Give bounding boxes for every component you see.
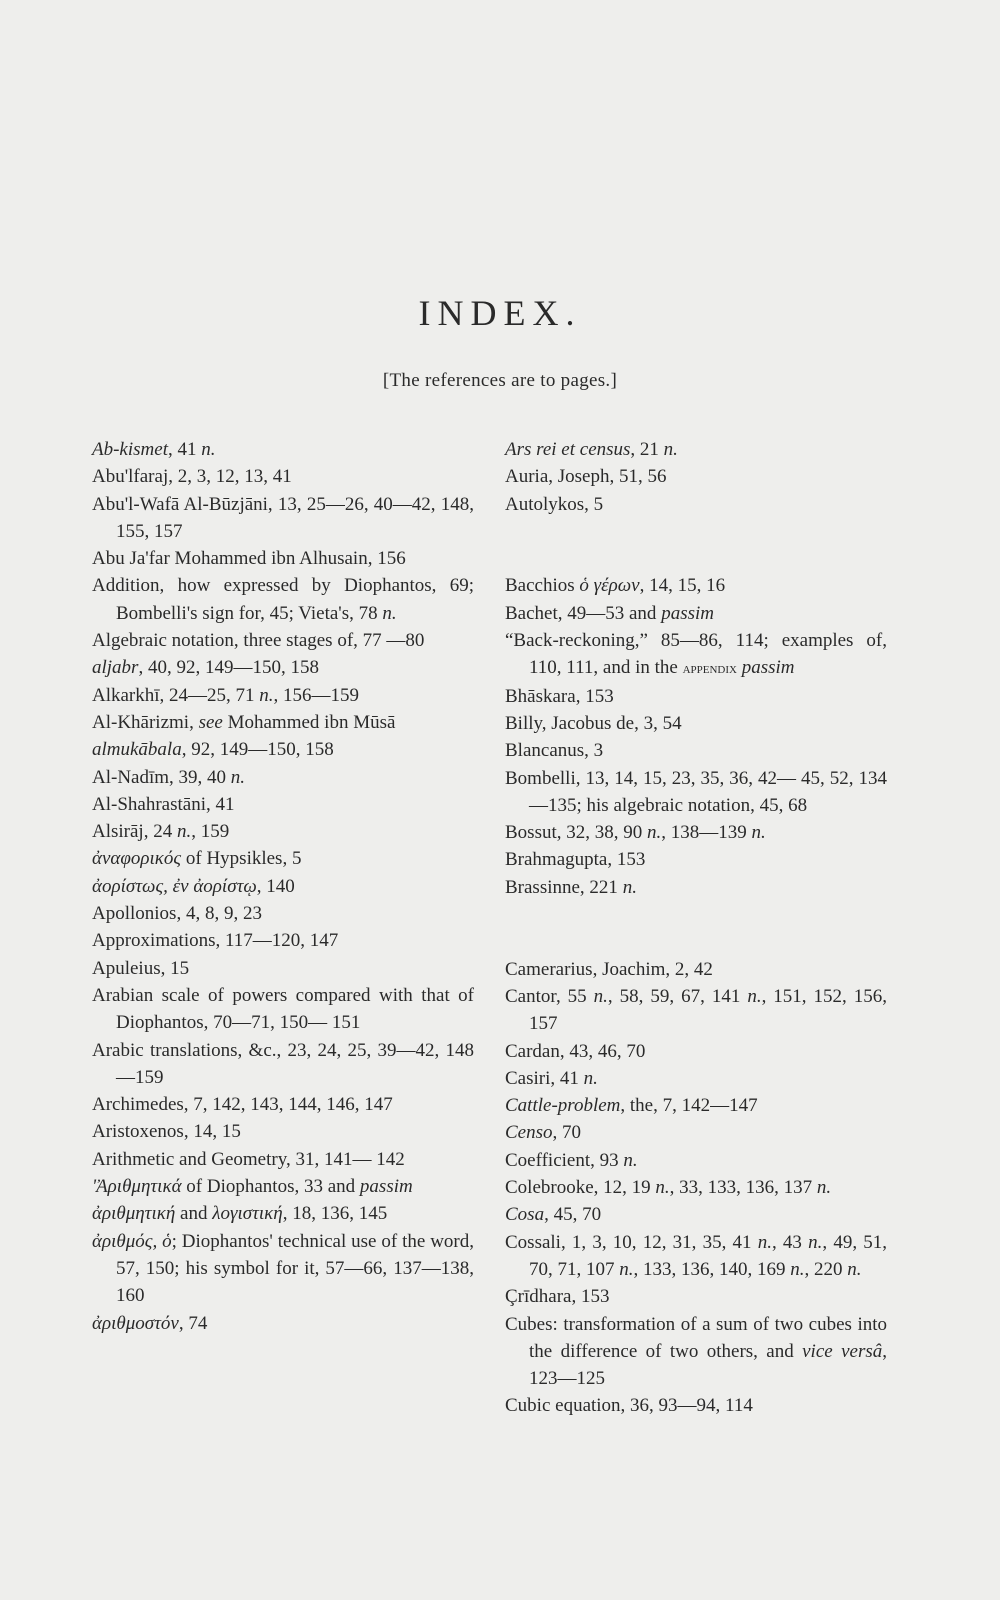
- index-entry-text: Al-Nadīm, 39, 40: [92, 766, 231, 788]
- index-entry-text: , 156—159: [273, 684, 360, 706]
- index-entry-text: ἀριθμητική: [92, 1203, 176, 1225]
- index-entry-text: Cosa: [505, 1204, 545, 1226]
- index-entry: [92, 1228, 474, 1310]
- index-entry-text: n.: [816, 1177, 832, 1199]
- index-entry-text: n.: [201, 439, 216, 460]
- index-entry: [505, 1119, 887, 1146]
- index-entry: [505, 1229, 887, 1284]
- index-entry: [92, 572, 474, 627]
- index-entry-text: almukābala: [92, 739, 182, 761]
- index-entry: [92, 436, 474, 463]
- index-entry: [505, 710, 887, 737]
- index-entry-text: , 133, 136, 140, 169: [633, 1258, 791, 1280]
- index-entry-text: , 18, 136, 145: [282, 1203, 388, 1225]
- index-entry-text: Çrīdhara, 153: [505, 1286, 610, 1308]
- index-entry-text: , 151, 152, 156, 157: [529, 985, 888, 1035]
- index-entry-text: n.: [622, 876, 637, 898]
- index-entry-text: Alkarkhī, 24—25, 71: [92, 684, 260, 706]
- section-gap: [505, 545, 887, 572]
- index-entry-text: Cantor, 55: [505, 985, 594, 1007]
- index-entry: [92, 873, 474, 900]
- index-entry-text: Arabian scale of powers compared with that of Diophantos, 70—71, 150— 151: [92, 984, 474, 1034]
- index-entry-text: Approximations, 117—120, 147: [92, 930, 339, 952]
- index-entry: [505, 1092, 887, 1119]
- index-entry-text: ἀναφορικός: [92, 848, 182, 870]
- index-entry: [505, 874, 887, 901]
- index-entry-text: Bacchios: [505, 575, 580, 597]
- index-entry: [92, 627, 474, 654]
- index-entry-text: Algebraic notation, three stages of, 77 —80: [92, 630, 425, 652]
- index-entry: [505, 1283, 887, 1310]
- index-entry-text: passim: [741, 657, 795, 679]
- index-entry: [505, 1174, 887, 1201]
- index-entry-text: n.: [790, 1258, 805, 1280]
- index-entry-text: Cubes: transformation of a sum of two cubes into the difference of two others, and: [505, 1313, 887, 1362]
- index-entry-text: , 49, 51, 70, 71, 107: [529, 1231, 888, 1280]
- index-entry: [505, 491, 887, 518]
- index-entry-text: “Back-reckoning,” 85—86, 114; examples of, 110, 111, and in the: [505, 630, 887, 679]
- index-entry-text: n.: [593, 985, 608, 1007]
- index-entry-text: n.: [663, 439, 678, 460]
- index-entry: [505, 1038, 887, 1065]
- index-entry-text: Alsirāj, 24: [92, 821, 177, 843]
- page-subtitle: [The references are to pages.]: [382, 370, 618, 391]
- index-entry-text: n.: [751, 822, 766, 844]
- index-entry: [505, 436, 887, 463]
- index-entry: [505, 1065, 887, 1092]
- index-entry: [505, 463, 887, 490]
- index-entry-text: Billy, Jacobus de, 3, 54: [505, 712, 682, 734]
- index-entry-text: Camerarius, Joachim, 2, 42: [505, 958, 713, 980]
- index-entry: [92, 709, 474, 736]
- index-entry-text: passim: [661, 602, 714, 624]
- index-entry-text: n.: [757, 1231, 772, 1253]
- index-entry-text: Bhāskara, 153: [505, 685, 614, 707]
- index-entry-text: Cubic equation, 36, 93—94, 114: [505, 1395, 753, 1417]
- index-entry-text: Brassinne, 221: [505, 876, 623, 898]
- index-entry-text: Auria, Joseph, 51, 56: [505, 466, 667, 488]
- index-entry-text: of Diophantos, 33 and: [181, 1176, 360, 1198]
- index-entry: [505, 956, 887, 983]
- index-entry-text: Blancanus, 3: [505, 740, 604, 762]
- index-entry-text: , 45, 70: [544, 1204, 602, 1226]
- index-entry-text: n.: [259, 684, 274, 706]
- index-entry: [505, 846, 887, 873]
- index-entry-text: Abu'l-Wafā Al-Būzjāni, 13, 25—26, 40—42, 148, 155, 157: [92, 493, 474, 542]
- index-entry: [92, 1118, 474, 1145]
- index-entry-text: n.: [747, 985, 762, 1007]
- index-entry-text: , the, 7, 142—147: [620, 1095, 758, 1117]
- index-entry-text: n.: [808, 1231, 823, 1253]
- page-title: INDEX.: [418, 293, 582, 333]
- index-entry-text: λογιστική: [212, 1203, 283, 1225]
- index-entry-text: n.: [623, 1149, 638, 1171]
- index-entry-text: Ab-kismet: [92, 439, 168, 460]
- index-entry-text: , 21: [630, 439, 664, 460]
- index-entry: [92, 1146, 474, 1173]
- index-entry: [92, 682, 474, 709]
- index-entry-text: Abu Ja'far Mohammed ibn Alhusain, 156: [92, 548, 406, 570]
- index-entry-text: ; Diophantos' technical use of the word, 57, 150; his symbol for it, 57—66, 137—138, 160: [116, 1230, 475, 1307]
- index-entry-text: Addition, how expressed by Diophantos, 69; Bombelli's sign for, 45; Vieta's, 78: [92, 575, 474, 624]
- index-entry: [92, 736, 474, 763]
- index-entry-text: Archimedes, 7, 142, 143, 144, 146, 147: [92, 1094, 393, 1116]
- index-entry-text: n.: [847, 1258, 862, 1280]
- index-entry-text: n.: [619, 1258, 634, 1280]
- index-entry-text: n.: [655, 1177, 670, 1199]
- index-entry: [92, 927, 474, 954]
- index-entry-text: 'Ἀριθμητικά: [92, 1176, 182, 1198]
- index-entry-text: vice versâ: [802, 1340, 883, 1362]
- index-entry-text: , 58, 59, 67, 141: [607, 985, 748, 1007]
- index-entry-text: , 41: [167, 439, 202, 460]
- index-entry: [505, 765, 887, 820]
- index-entry: [505, 819, 887, 846]
- index-entry-text: Abu'lfaraj, 2, 3, 12, 13, 41: [92, 466, 292, 488]
- index-entry: [92, 818, 474, 845]
- index-entry-text: , 70: [552, 1122, 581, 1144]
- index-entry: [92, 900, 474, 927]
- index-entry-text: ἀορίστως, ἐν ἀορίστῳ: [92, 875, 257, 897]
- index-entry-text: Cossali, 1, 3, 10, 12, 31, 35, 41: [505, 1231, 758, 1253]
- index-entry: [505, 1392, 887, 1419]
- index-entry: [92, 845, 474, 872]
- index-entry-text: n.: [230, 766, 246, 788]
- index-entry-text: Mohammed ibn Mūsā: [222, 711, 396, 733]
- index-entry-text: , 159: [191, 821, 230, 843]
- index-entry: [505, 683, 887, 710]
- index-entry-text: n.: [583, 1067, 598, 1089]
- index-entry-text: aljabr: [92, 657, 139, 679]
- index-entry-text: Al-Shahrastāni, 41: [92, 793, 235, 815]
- index-entry: [92, 545, 474, 572]
- index-entry-text: ἀριθμός, ὁ: [92, 1230, 172, 1252]
- index-entry-text: , 123—125: [529, 1340, 887, 1390]
- index-entry-text: Ars rei et census: [505, 439, 631, 460]
- index-entry-text: Brahmagupta, 153: [505, 849, 646, 871]
- section-gap: [505, 901, 887, 928]
- index-entry-text: of Hypsikles, 5: [181, 848, 302, 870]
- index-entry-text: Colebrooke, 12, 19: [505, 1177, 656, 1199]
- index-entry-text: Arithmetic and Geometry, 31, 141— 142: [92, 1148, 405, 1170]
- index-entry-text: , 140: [256, 875, 295, 897]
- index-entry: [92, 1310, 474, 1337]
- index-entry: [92, 1037, 474, 1092]
- index-entry-text: n.: [176, 821, 192, 843]
- index-entry-text: and: [175, 1203, 213, 1225]
- index-entry-text: appendix: [682, 660, 737, 678]
- index-entry: [92, 654, 474, 681]
- index-entry: [505, 627, 887, 683]
- index-entry-text: Bombelli, 13, 14, 15, 23, 35, 36, 42— 45, 52, 134—135; his algebraic notation, 45, 68: [505, 767, 887, 816]
- index-entry-text: Coefficient, 93: [505, 1149, 624, 1171]
- index-entry-text: , 14, 15, 16: [639, 575, 726, 597]
- index-entry: [92, 764, 474, 791]
- index-entry: [505, 1147, 887, 1174]
- index-entry-text: , 33, 133, 136, 137: [669, 1177, 817, 1199]
- index-entry: [92, 1091, 474, 1118]
- index-entry-text: ὁ γέρων: [579, 575, 640, 597]
- section-gap: [505, 518, 887, 545]
- index-entry-text: n.: [647, 822, 662, 844]
- index-entry: [92, 491, 474, 546]
- index-entry-text: Autolykos, 5: [505, 493, 604, 515]
- index-entry: [92, 1200, 474, 1227]
- index-entry: [92, 982, 474, 1037]
- index-entry: [505, 737, 887, 764]
- index-entry-text: Aristoxenos, 14, 15: [92, 1121, 241, 1143]
- index-entry-text: Casiri, 41: [505, 1067, 584, 1089]
- index-entry-text: ἀριθμοστόν: [92, 1312, 179, 1334]
- index-column-right: [505, 436, 887, 1420]
- index-entry: [505, 600, 887, 627]
- index-entry-text: see: [198, 711, 223, 733]
- index-entry-text: Censo: [505, 1122, 553, 1144]
- index-entry-text: , 74: [178, 1312, 208, 1334]
- index-entry-text: n.: [382, 602, 397, 624]
- index-entry-text: Apuleius, 15: [92, 957, 190, 979]
- index-entry: [505, 983, 887, 1038]
- index-entry: [92, 955, 474, 982]
- index-column-left: [92, 436, 474, 1337]
- index-entry-text: , 220: [804, 1258, 848, 1280]
- index-entry-text: passim: [359, 1176, 413, 1198]
- index-entry-text: Bachet, 49—53 and: [505, 602, 662, 624]
- section-gap: [505, 928, 887, 955]
- index-entry-text: , 43: [771, 1231, 809, 1253]
- index-entry: [92, 791, 474, 818]
- index-entry: [92, 1173, 474, 1200]
- index-entry: [92, 463, 474, 490]
- index-entry: [505, 1311, 887, 1393]
- index-entry-text: Apollonios, 4, 8, 9, 23: [92, 903, 262, 925]
- index-entry-text: Al-Khārizmi,: [92, 711, 199, 733]
- index-entry: [505, 572, 887, 599]
- index-entry-text: , 40, 92, 149—150, 158: [138, 657, 319, 679]
- index-entry: [505, 1201, 887, 1228]
- index-entry-text: , 92, 149—150, 158: [181, 739, 334, 761]
- index-entry-text: Arabic translations, &c., 23, 24, 25, 39—42, 148—159: [92, 1039, 474, 1088]
- index-entry-text: , 138—139: [661, 822, 752, 844]
- index-entry-text: Cardan, 43, 46, 70: [505, 1040, 646, 1062]
- index-entry-text: Bossut, 32, 38, 90: [505, 822, 647, 844]
- index-entry-text: Cattle-problem: [505, 1095, 621, 1117]
